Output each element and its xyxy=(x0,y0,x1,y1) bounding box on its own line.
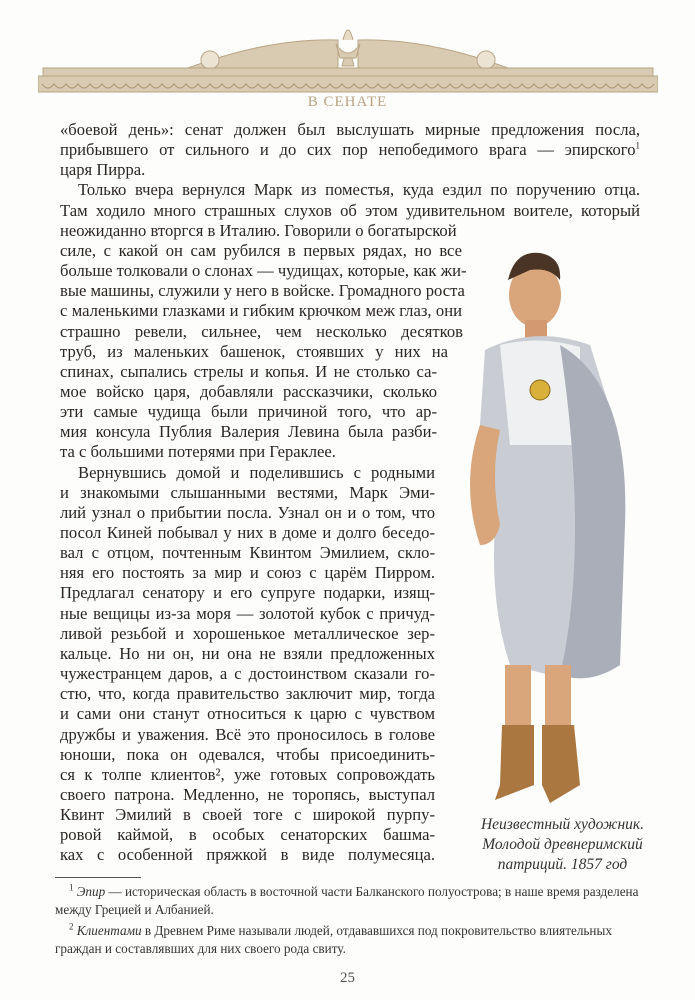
body-line: страшно ревели, сильнее, чем несколько десятков xyxy=(60,321,463,341)
footnote-number: 2 xyxy=(69,921,74,932)
body-line: посол Киней побывал у них в доме и долго беседо- xyxy=(60,523,435,542)
caption-line: Молодой древнеримский xyxy=(482,836,643,853)
section-title: В СЕНАТЕ xyxy=(307,94,388,110)
body-line: дружбы и уважения. Всё это проносилось в голове xyxy=(60,724,435,744)
body-line: эти самые чудища были причиной того, что ар- xyxy=(60,402,437,422)
body-line: и сами они станут относиться к царю с чувством xyxy=(60,704,435,724)
figure-caption xyxy=(440,815,685,875)
body-line: вые машины, служили у него в войске. Громадного роста xyxy=(60,281,465,301)
body-line: «боевой день»: сенат должен был выслушать мирные предложения посла, xyxy=(60,120,640,139)
body-line: царя Пирра. xyxy=(60,160,146,180)
body-line: спинах, сыпались стрелы и копья. И не столько са- xyxy=(60,361,437,381)
body-line: ровой каймой, в особых сенаторских башма- xyxy=(60,825,435,845)
body-line: и знакомыми слышанными вестями, Марк Эми- xyxy=(60,482,435,502)
body-line: своего патрона. Медленно, не торопясь, выступал xyxy=(60,784,435,804)
footnote-term: Эпир xyxy=(76,884,106,899)
footnote-text: — историческая область в восточной части Балканского полуострова; в наше время разделена между Грецией и Албанией. xyxy=(55,884,639,917)
body-line: Вернувшись домой и поделившись с родными xyxy=(78,462,435,482)
body-line: лий узнал о прибытии посла. Узнал он и о том, что xyxy=(60,502,435,522)
page-number: 25 xyxy=(340,970,355,986)
body-line: неожиданно вторгся в Италию. Говорили о богатырской xyxy=(60,220,457,240)
footnote-divider xyxy=(55,877,141,878)
caption-line: Неизвестный художник. xyxy=(480,816,645,833)
body-line: труб, из маленьких башенок, стоявших у них на xyxy=(60,341,448,361)
footnote-text: в Древнем Риме называли людей, отдававшихся под покровительство влиятельных граждан и составлявших для них своего рода свиту. xyxy=(55,923,612,956)
footnote-number: 1 xyxy=(69,882,74,893)
header-ornament xyxy=(38,18,658,98)
body-line: ках с особенной пряжкой в виде полумесяца. xyxy=(60,845,435,865)
body-line: та с большими потерями при Гераклее. xyxy=(60,442,336,462)
footnote-2 xyxy=(55,922,640,958)
body-line: юноши, пока он одевался, чтобы присоединить- xyxy=(60,744,435,764)
caption-line: патриций. 1857 год xyxy=(497,856,628,873)
body-line: чужестранцем даров, а с достоинством сказали го- xyxy=(60,664,435,684)
body-line: ливой резьбой и хорошенькое металлическое зер- xyxy=(60,623,435,643)
footnote-ref[interactable]: 1 xyxy=(635,140,640,151)
body-line: кальце. Но ни он, ни она не взяли предложенных xyxy=(60,643,435,663)
body-line: прибывшего от сильного и до сих пор непобедимого врага — эпирского$^1$ xyxy=(60,140,640,160)
body-line: Квинт Эмилий в своей тоге с широкой пурпу- xyxy=(60,805,435,825)
body-line: мия консула Публия Валерия Левина была разби- xyxy=(60,422,437,442)
body-line: Там ходило много страшных слухов об этом удивительном воителе, который xyxy=(60,200,640,220)
body-line: Предлагал сенатору и его супруге подарки, изящ- xyxy=(60,583,435,603)
body-line: мое войско царя, добавляли рассказчики, сколько xyxy=(60,381,437,401)
body-line: ные вещицы из-за моря — золотой кубок с причуд- xyxy=(60,603,435,623)
body-line: няя его постоять за мир и союз с царём Пирром. xyxy=(60,563,435,583)
footnote-1 xyxy=(55,883,640,919)
body-line: стю, что, когда правительство заключит мир, тогда xyxy=(60,684,435,704)
body-line: больше толковали о слонах — чудищах, которые, как жи- xyxy=(60,261,467,281)
body-line: ся к толпе клиентов², уже готовых сопровождать xyxy=(60,764,435,784)
footnote-term: Клиентами xyxy=(76,923,142,938)
illustration-roman-patrician xyxy=(440,225,650,815)
body-line: Только вчера вернулся Марк из поместья, куда ездил по поручению отца. xyxy=(78,180,640,200)
body-line: вал с отцом, почтенным Квинтом Эмилием, скло- xyxy=(60,543,435,563)
body-line: силе, с какой он сам рубился в первых рядах, но все xyxy=(60,240,462,260)
body-line: с маленькими глазками и гибким крючком меж глаз, они xyxy=(60,301,462,321)
